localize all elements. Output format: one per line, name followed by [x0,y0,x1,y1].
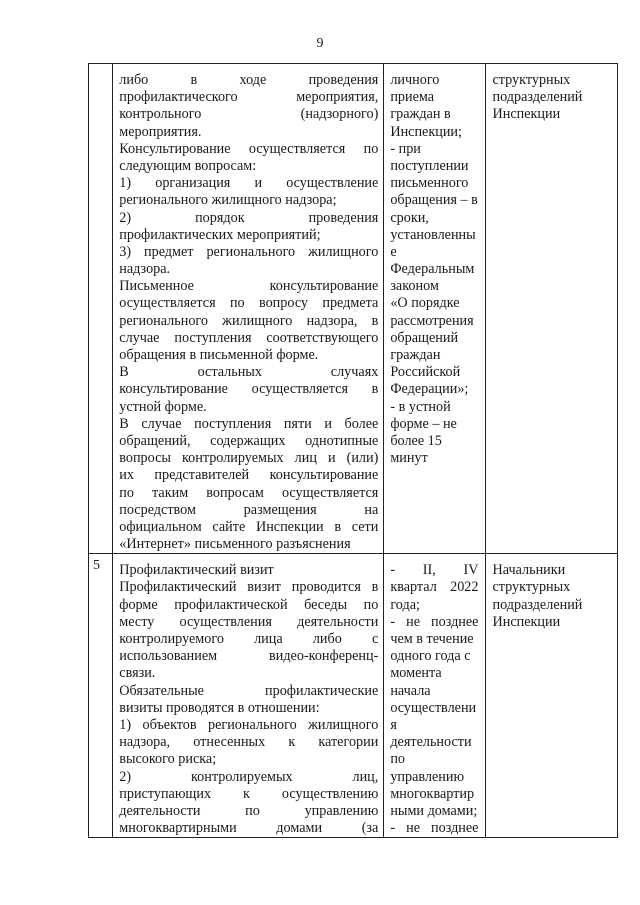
text-line: я [390,716,397,733]
text-line: профилактических мероприятий; [119,226,321,243]
text-line: управлению [390,768,465,785]
responsible-content [486,64,617,124]
text-line: устной форме. [119,398,207,415]
text-line: официальном сайте Инспекции в сети [119,518,379,535]
text-line: 2) контролируемых лиц, [119,768,379,785]
text-line: ными домами; [390,802,478,819]
text-line: граждан [390,347,441,363]
table-row [89,554,618,838]
measure-content-cell [113,64,384,554]
text-line: 2) порядок проведения [119,209,379,226]
text-line: форме профилактической беседы по [119,596,379,613]
text-line: подразделений [492,596,583,613]
text-line: 1) организация и осуществление [119,175,379,192]
text-line: следующим вопросам: [119,157,257,174]
text-line: по таким вопросам осуществляется [119,484,379,501]
text-line: Инспекции; [390,123,462,140]
text-line: структурных [492,579,571,596]
text-line: использованием видео-конференц- [119,648,379,665]
page-number: 9 [316,36,324,51]
text-line: В остальных случаях [119,364,379,381]
table-row [89,64,618,554]
text-line: структурных [492,72,571,88]
text-line: многоквартир [390,785,475,802]
text-line: рассмотрения [390,312,474,329]
text-line: «О порядке [390,295,460,312]
text-line: Обязательные профилактические [119,682,379,699]
text-line: е [390,243,397,260]
text-line: момента [390,665,442,682]
text-line: контролируемого лица либо с [119,631,379,647]
responsible-cell [486,64,618,554]
text-line: - в устной [390,398,451,415]
text-line: сроки, [390,209,429,226]
text-line: Профилактический визит проводится в [119,579,379,596]
text-line: форме – не [390,415,457,432]
text-line: - II, IV [390,562,479,579]
text-line: высокого риска; [119,751,217,768]
timing-cell [384,64,486,554]
measure-content-cell [113,554,384,838]
text-line: обращений, содержащих однотипные [119,432,379,449]
text-line: профилактического мероприятия, [119,89,379,106]
measures-table [88,63,618,838]
row-number [89,64,113,554]
text-line: - не позднее [390,613,479,630]
text-line: Федерации»; [390,381,469,398]
text-line: Инспекции [492,613,561,630]
row-number: 5 [89,554,113,838]
text-line: - при [390,140,421,157]
text-line: граждан в [390,106,451,123]
text-line: связи. [119,665,156,682]
text-line: Российской [390,364,461,381]
text-line: Начальники [492,562,566,579]
text-line: многоквартирными домами (за [119,820,379,837]
text-line: Письменное консультирование [119,278,379,295]
text-line: месту осуществления деятельности [119,613,379,630]
text-line: регионального жилищного надзора, в [119,312,379,329]
text-line: мероприятия. [119,123,202,140]
text-line: приема [390,89,435,106]
text-line: подразделений [492,89,583,106]
text-line: поступлении [390,157,469,174]
text-line: их представителей консультирование [119,467,379,484]
responsible-cell [486,554,618,838]
text-line: законом [390,278,439,295]
text-line: посредством размещения на [119,501,379,518]
text-line: В случае поступления пяти и более [119,415,379,432]
text-line: «Интернет» письменного разъяснения [119,536,351,553]
text-line: обращений [390,329,459,346]
text-line: года; [390,596,420,613]
text-line: Профилактический визит [119,562,274,579]
timing-content [384,554,485,837]
measure-content [113,554,383,837]
text-line: приступающих к осуществлению [119,785,379,802]
text-line: Федеральным [390,261,475,278]
responsible-content [486,554,617,631]
text-line: Инспекции [492,106,561,123]
text-line: консультирование осуществляется в [119,381,379,398]
text-line: либо в ходе проведения [119,72,379,88]
text-line: деятельности [390,734,472,751]
text-line: письменного [390,175,469,192]
text-line: обращения в письменной форме. [119,347,319,363]
text-line: случае поступления соответствующего [119,329,379,346]
text-line: чем в течение [390,631,474,647]
text-line: деятельности по управлению [119,802,379,819]
text-line: 1) объектов регионального жилищного [119,716,379,733]
text-line: личного [390,72,440,88]
text-line: контрольного (надзорного) [119,106,379,123]
timing-content [384,64,485,467]
timing-cell [384,554,486,838]
text-line: Консультирование осуществляется по [119,140,379,157]
text-line: вопросы контролируемых лиц и (или) [119,450,379,467]
text-line: одного года с [390,648,471,665]
text-line: надзора. [119,261,171,278]
text-line: 3) предмет регионального жилищного [119,243,379,260]
text-line: осуществлени [390,699,477,716]
text-line: минут [390,450,428,467]
text-line: более 15 [390,432,442,449]
text-line: обращения – в [390,192,478,209]
text-line: по [390,751,406,768]
text-line: осуществляется по вопросу предмета [119,295,379,312]
text-line: визиты проводятся в отношении: [119,699,320,716]
text-line: надзора, отнесенных к категории [119,734,379,751]
measure-content [113,64,383,553]
text-line: - не позднее [390,820,479,837]
text-line: начала [390,682,431,699]
text-line: установленны [390,226,476,243]
text-line: квартал 2022 [390,579,479,596]
text-line: регионального жилищного надзора; [119,192,337,209]
